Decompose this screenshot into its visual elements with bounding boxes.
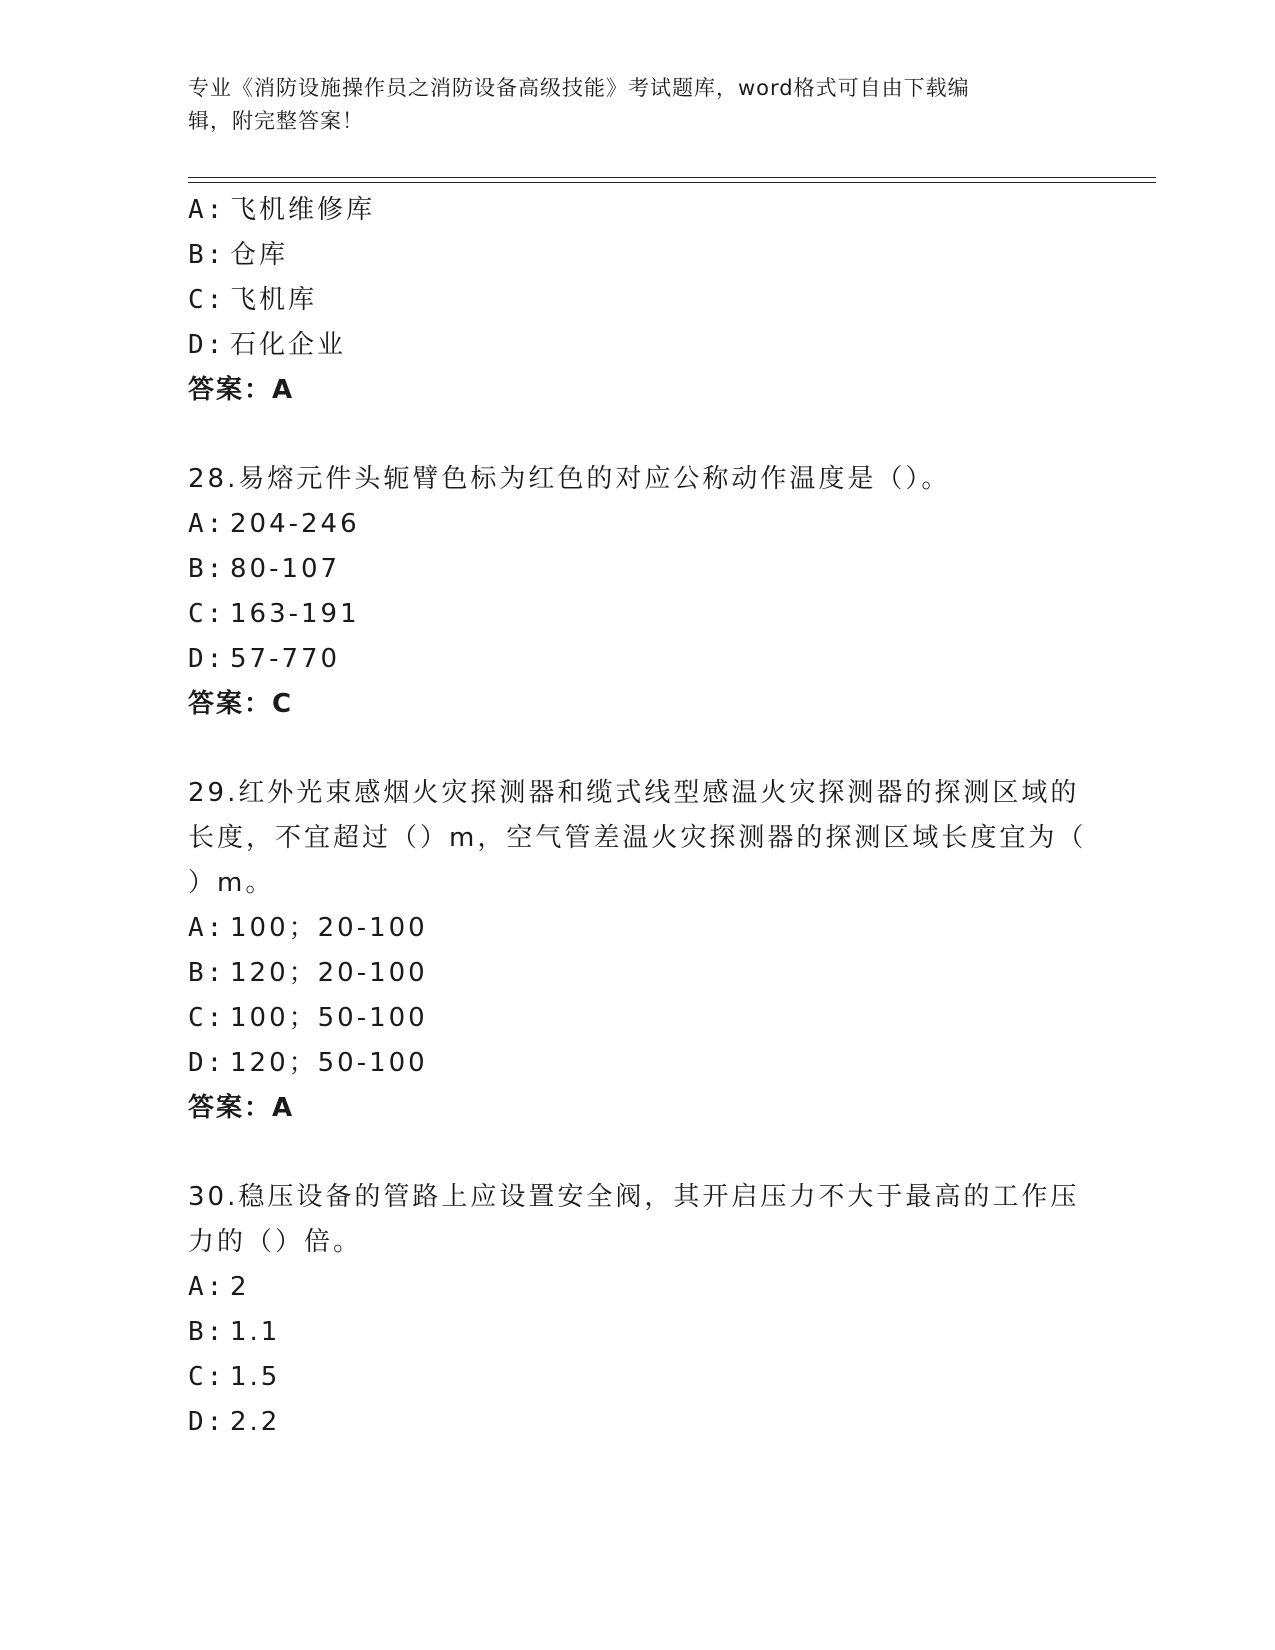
- option-tag: C:: [188, 285, 226, 315]
- q27-option-d: [188, 328, 346, 362]
- option-tag: B:: [188, 1317, 226, 1347]
- option-text: 163-191: [230, 599, 360, 629]
- q27-answer: 答案：A: [188, 375, 295, 405]
- option-tag: B:: [188, 554, 226, 584]
- option-text: 100；20-100: [230, 913, 428, 943]
- option-text: 120；50-100: [230, 1048, 428, 1078]
- option-tag: B:: [188, 958, 226, 988]
- option-tag: D:: [188, 644, 226, 674]
- option-text: 57-770: [230, 644, 341, 674]
- q29-option-d: [188, 1046, 428, 1080]
- option-tag: A:: [188, 195, 226, 225]
- option-text: 2: [230, 1272, 250, 1302]
- q30-stem-line-2: 力的（）倍。: [188, 1227, 363, 1257]
- option-text: 80-107: [230, 554, 341, 584]
- q29-stem-line-3: ）m。: [188, 868, 275, 898]
- option-tag: C:: [188, 1003, 226, 1033]
- q30-option-a: [188, 1270, 250, 1304]
- header-line-2: 辑，附完整答案！: [188, 109, 364, 133]
- q27-option-c: [188, 283, 317, 317]
- q30-stem-line-1: 30.稳压设备的管路上应设置安全阀，其开启压力不大于最高的工作压: [188, 1182, 1080, 1212]
- option-tag: C:: [188, 1362, 226, 1392]
- q28-option-c: [188, 597, 360, 631]
- q30-option-d: [188, 1405, 280, 1439]
- option-text: 204-246: [230, 509, 360, 539]
- option-tag: C:: [188, 599, 226, 629]
- q30-option-b: [188, 1315, 280, 1349]
- q29-option-a: [188, 911, 428, 945]
- q29-option-b: [188, 956, 428, 990]
- q30-option-c: [188, 1360, 280, 1394]
- option-text: 120；20-100: [230, 958, 428, 988]
- header-divider-top: [188, 177, 1156, 178]
- option-tag: D:: [188, 330, 226, 360]
- q29-stem-line-1: 29.红外光束感烟火灾探测器和缆式线型感温火灾探测器的探测区域的: [188, 778, 1080, 808]
- q28-option-a: [188, 507, 360, 541]
- option-tag: D:: [188, 1048, 226, 1078]
- option-tag: A:: [188, 509, 226, 539]
- option-text: 1.5: [230, 1362, 281, 1392]
- option-tag: A:: [188, 913, 226, 943]
- option-text: 100；50-100: [230, 1003, 428, 1033]
- option-text: 石化企业: [230, 330, 347, 360]
- q28-stem-line-1: 28.易熔元件头轭臂色标为红色的对应公称动作温度是（）。: [188, 464, 951, 494]
- option-text: 1.1: [230, 1317, 281, 1347]
- q28-option-d: [188, 642, 340, 676]
- option-tag: D:: [188, 1407, 226, 1437]
- q27-option-b: [188, 238, 288, 272]
- option-tag: B:: [188, 240, 226, 270]
- option-text: 飞机库: [230, 285, 318, 315]
- header-line-1: 专业《消防设施操作员之消防设备高级技能》考试题库，word格式可自由下载编: [188, 76, 970, 100]
- option-text: 2.2: [230, 1407, 281, 1437]
- q29-option-c: [188, 1001, 428, 1035]
- option-text: 仓库: [230, 240, 289, 270]
- q29-answer: 答案：A: [188, 1093, 295, 1123]
- option-text: 飞机维修库: [230, 195, 376, 225]
- document-header: [188, 72, 1068, 138]
- option-tag: A:: [188, 1272, 226, 1302]
- header-divider-bottom: [188, 182, 1156, 183]
- q27-option-a: [188, 193, 375, 227]
- q28-option-b: [188, 552, 340, 586]
- q29-stem-line-2: 长度，不宜超过（）m，空气管差温火灾探测器的探测区域长度宜为（: [188, 823, 1087, 853]
- q28-answer: 答案：C: [188, 689, 294, 719]
